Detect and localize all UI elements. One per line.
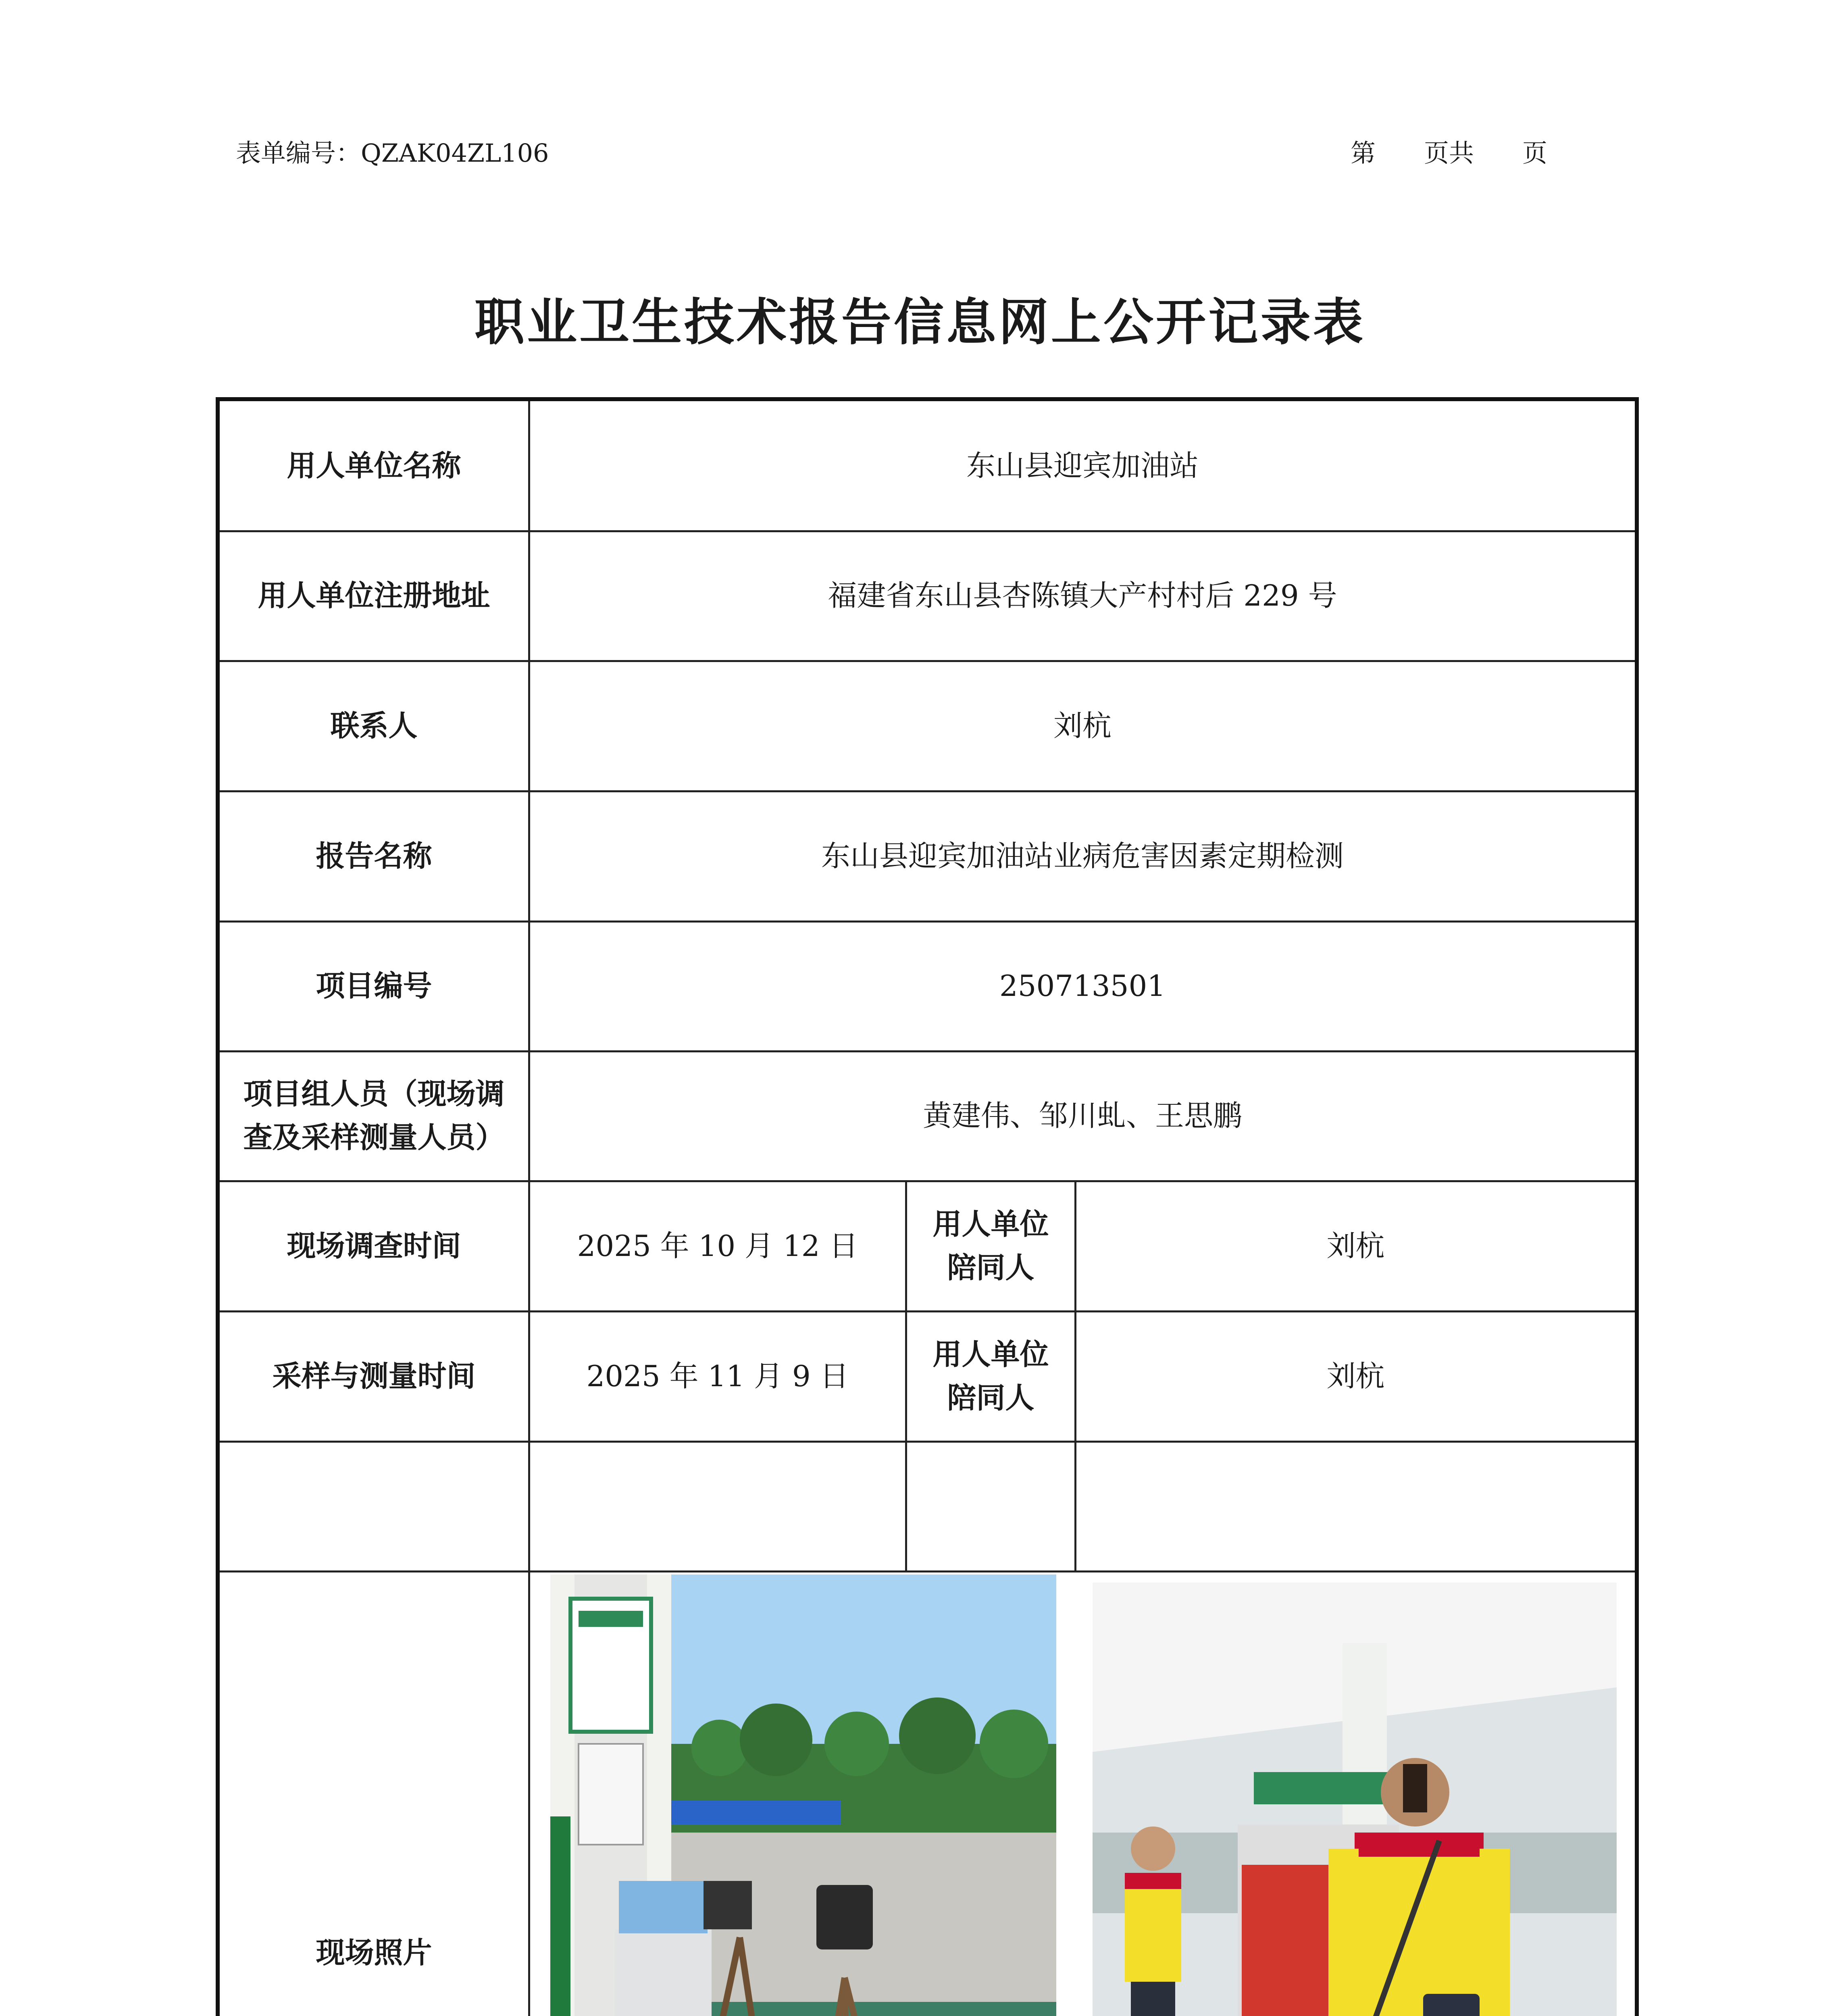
project-number-value: 250713501 (999, 969, 1166, 1003)
survey-accompany-label (907, 1181, 1074, 1310)
survey-time-value: 2025 年 10 月 12 日 (577, 1229, 858, 1263)
contact-label: 联系人 (330, 709, 418, 743)
employer-address-label: 用人单位注册地址 (258, 579, 490, 612)
form-number-label: 表单编号： (236, 138, 361, 168)
project-number-label: 项目编号 (316, 969, 432, 1003)
page-title: 职业卫生技术报告信息网上公开记录表 (474, 294, 1365, 352)
sampling-accompany-label-line1: 用人单位 (932, 1337, 1049, 1371)
site-photo-sampling-equipment (550, 1574, 1056, 2016)
page-word-3: 页 (1522, 138, 1548, 168)
form-number-value: QZAK04ZL106 (361, 138, 549, 168)
sampling-accompany-label-line2: 陪同人 (947, 1381, 1034, 1415)
report-name-value: 东山县迎宾加油站业病危害因素定期检测 (821, 839, 1344, 873)
contact-value: 刘杭 (1053, 709, 1111, 743)
sampling-accompany-label (907, 1312, 1074, 1441)
page-word-2: 页共 (1424, 138, 1474, 168)
page-word-1: 第 (1351, 138, 1376, 168)
team-value: 黄建伟、邹川虬、王思鹏 (922, 1099, 1242, 1133)
employer-name-label: 用人单位名称 (287, 449, 461, 483)
report-name-label: 报告名称 (316, 839, 432, 873)
employer-name-value: 东山县迎宾加油站 (966, 449, 1199, 483)
sampling-time-value: 2025 年 11 月 9 日 (586, 1359, 849, 1393)
form-number (236, 133, 549, 169)
survey-accompany-label-line2: 陪同人 (947, 1251, 1034, 1285)
site-photo-workers (1093, 1583, 1617, 2016)
employer-address-value: 福建省东山县杏陈镇大产村村后 229 号 (828, 579, 1337, 612)
survey-accompany-label-line1: 用人单位 (932, 1207, 1049, 1241)
survey-time-label: 现场调查时间 (287, 1229, 461, 1263)
survey-accompany-value: 刘杭 (1326, 1229, 1385, 1263)
site-photos-label: 现场照片 (316, 1935, 432, 1970)
page-indicator (1351, 133, 1596, 169)
sampling-accompany-value: 刘杭 (1326, 1359, 1385, 1393)
sampling-time-label: 采样与测量时间 (272, 1359, 476, 1393)
team-label (220, 1051, 528, 1180)
record-form-table (216, 397, 1639, 2016)
team-label-line1: 项目组人员（现场调 (243, 1077, 505, 1111)
team-label-line2: 查及采样测量人员） (243, 1120, 505, 1154)
